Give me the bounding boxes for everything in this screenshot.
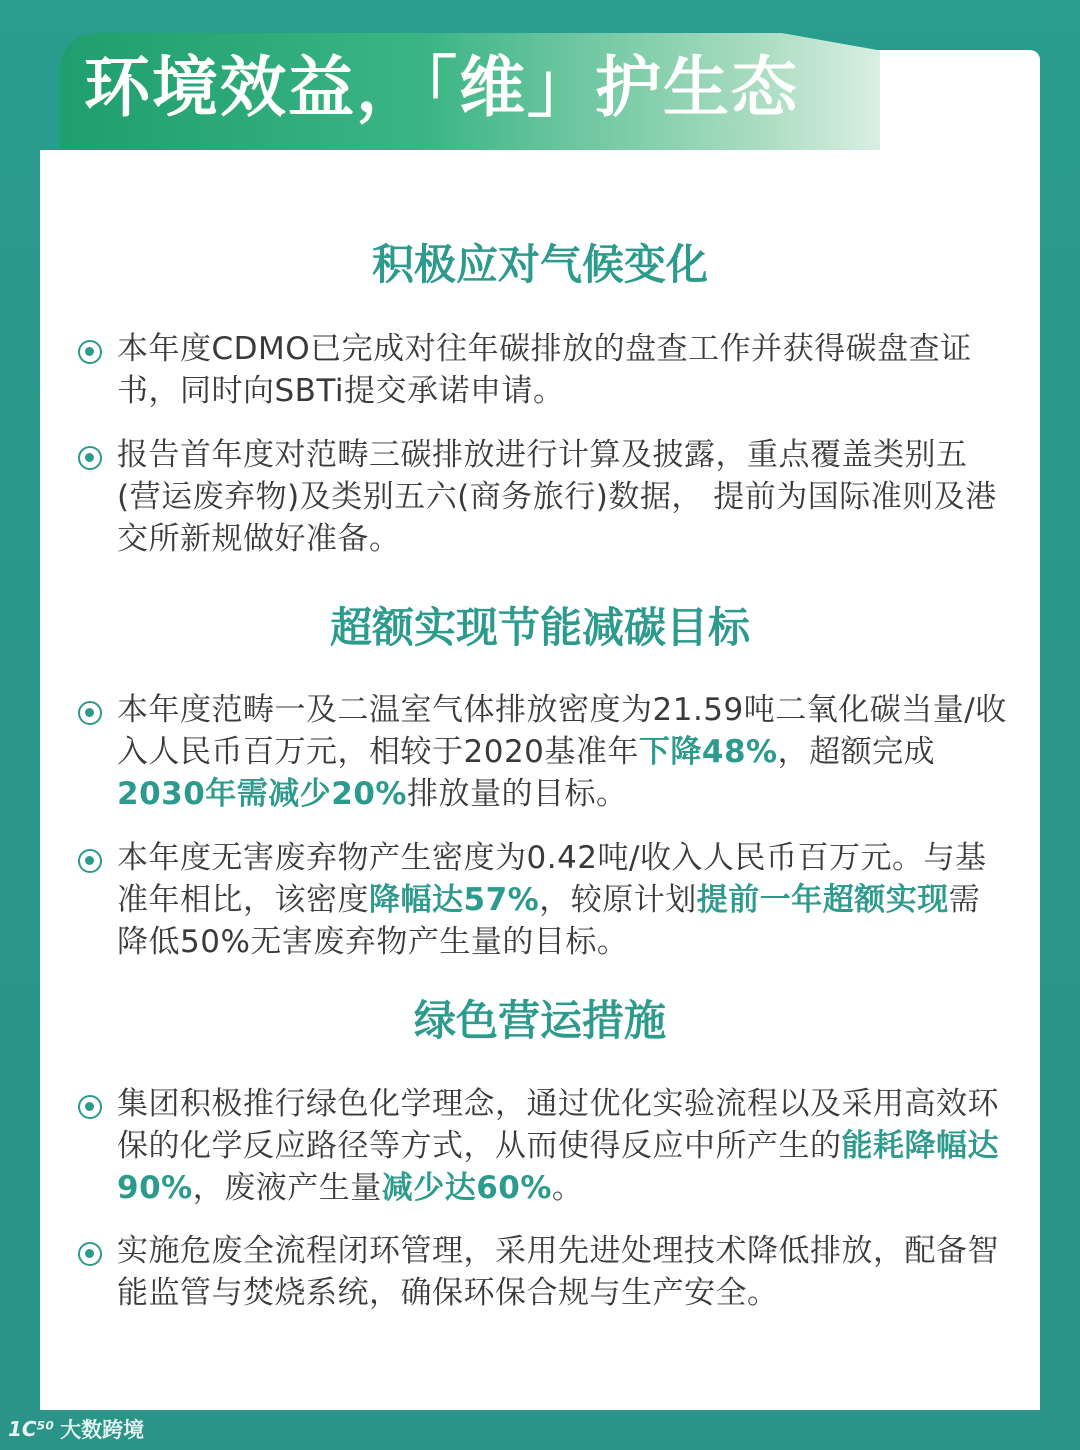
body-text: ，废液产生量 — [192, 1170, 382, 1206]
bullet-icon — [78, 1095, 102, 1119]
list-item — [117, 689, 1007, 815]
section-heading-green-operations: 绿色营运措施 — [413, 996, 666, 1045]
section-heading-climate: 积极应对气候变化 — [371, 240, 708, 289]
watermark-logo — [8, 1414, 144, 1444]
bullet-icon — [78, 849, 102, 873]
highlight-text: 能耗降幅达90% — [117, 1128, 999, 1206]
bullet-icon — [78, 340, 102, 364]
body-text: 实施危废全流程闭环管理，采用先进处理技术降低排放，配备智能监管与焚烧系统，确保环保合规与生产安全。 — [117, 1233, 999, 1311]
highlight-text: 减少达60% — [381, 1170, 552, 1206]
highlight-text: 降幅达57% — [369, 882, 540, 918]
highlight-text: 2030年需减少20% — [117, 776, 407, 812]
body-text: 本年度CDMO已完成对往年碳排放的盘查工作并获得碳盘查证书，同时向SBTi提交承诺申请。 — [117, 331, 972, 409]
body-text: 集团积极推行绿色化学理念，通过优化实验流程以及采用高效环保的化学反应路径等方式，从而使得反应中所产生的 — [117, 1086, 999, 1164]
list-item — [117, 1083, 1007, 1209]
highlight-text: 下降48% — [638, 734, 778, 770]
logo-text: 大数跨境 — [60, 1418, 145, 1442]
body-text: 需降低50%无害废弃物产生量的目标。 — [117, 882, 981, 960]
bullet-icon — [78, 701, 102, 725]
logo-mark-icon: 1C⁵⁰ — [8, 1417, 55, 1441]
body-text: ，超额完成 — [777, 734, 936, 770]
list-item — [117, 434, 1007, 560]
bullet-icon — [78, 446, 102, 470]
highlight-text: 提前一年超额实现 — [696, 882, 949, 918]
bullet-icon — [78, 1242, 102, 1266]
body-text: ，较原计划 — [539, 882, 697, 918]
section-heading-carbon-targets: 超额实现节能减碳目标 — [329, 603, 750, 652]
body-text: 本年度无害废弃物产生密度为0.42吨/收入人民币百万元。与基准年相比，该密度 — [117, 840, 987, 918]
body-text: 报告首年度对范畴三碳排放进行计算及披露，重点覆盖类别五(营运废弃物)及类别五六(商务旅行)数据， 提前为国际准则及港交所新规做好准备。 — [117, 437, 997, 557]
body-text: 。 — [551, 1170, 584, 1206]
list-item — [117, 837, 1007, 963]
body-text: 本年度范畴一及二温室气体排放密度为21.59吨二氧化碳当量/收入人民币百万元，相较于2020基准年 — [117, 692, 1007, 770]
body-text: 排放量的目标。 — [406, 776, 628, 812]
list-item — [117, 328, 1007, 412]
page-title: 环境效益，「维」护生态 — [84, 49, 799, 126]
list-item — [117, 1230, 1007, 1314]
